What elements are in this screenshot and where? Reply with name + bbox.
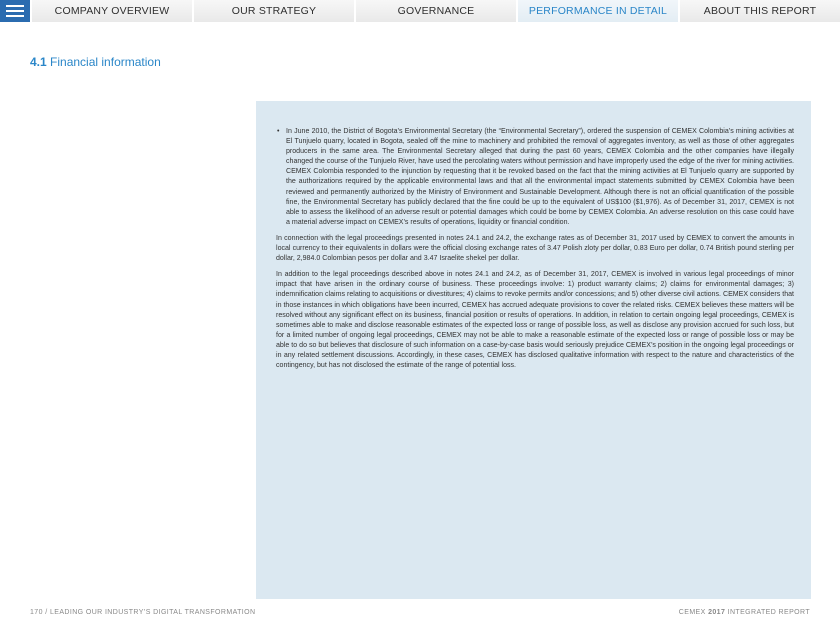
- footer-report-name: INTEGRATED REPORT: [727, 609, 810, 616]
- top-navigation: [0, 0, 840, 22]
- section-heading: [30, 55, 161, 69]
- tab-our-strategy[interactable]: OUR STRATEGY: [192, 0, 354, 22]
- bullet-text: In June 2010, the District of Bogota’s Environmental Secretary (the “Environmental Secretary”), ordered the suspension of CEMEX Colombia’s mining activities at El Tunjuelo quarry, located in Bogota, sealed off the mine to machinery and prohibited the removal of aggregates inventory, as well as those of other aggregates producers in the same area. The Environmental Secretary alleged that during the past 60 years, CEMEX Colombia and the other companies have illegally changed the course of the Tunjuelo River, have used the percolating waters without permission and have improperly used the edge of the river for mining activities. CEMEX Colombia responded to the injunction by requesting that it be revoked based on the fact that the mining activities at El Tunjuelo quarry are supported by the authorizations required by the applicable environmental laws and that all the environmental impact statements submitted by CEMEX Colombia have been reviewed and permanently authorized by the Ministry of Environment and Sustainable Development. Although there is not an official quantification of the possible fine, the Environmental Secretary has publicly declared that the fine could be up to the equivalent of US$100 ($1,976). As of December 31, 2017, CEMEX is not able to assess the likelihood of an adverse result or potential damages which could be borne by CEMEX Colombia. An adverse resolution on this case could have a material adverse impact on CEMEX’s results of operations, liquidity or financial condition.: [286, 128, 794, 226]
- footer-separator: /: [45, 609, 48, 616]
- bullet-dot: •: [277, 128, 280, 135]
- tab-governance[interactable]: GOVERNANCE: [354, 0, 516, 22]
- footer-year: 2017: [708, 609, 726, 616]
- section-number: 4.1: [30, 55, 47, 69]
- bullet-item: [276, 127, 794, 228]
- minor-proceedings-paragraph: In addition to the legal proceedings described above in notes 24.1 and 24.2, as of December 31, 2017, CEMEX is involved in various legal proceedings of minor impact that have arisen in the ordinary course of business. These proceedings involve: 1) product warranty claims; 2) claims for environmental damages; 3) indemnification claims relating to acquisitions or divestitures; 4) claims to revoke permits and/or concessions; and 5) other diverse civil actions. CEMEX considers that in those instances in which obligations have been incurred, CEMEX has accrued adequate provisions to cover the related risks. CEMEX believes these matters will be resolved without any significant effect on its business, financial position or results of operations. In addition, in relation to certain ongoing legal proceedings, CEMEX is sometimes able to make and disclose reasonable estimates of the expected loss or range of possible loss, as well as disclose any provision accrued for such loss, but for a limited number of ongoing legal proceedings, CEMEX may not be able to make a reasonable estimate of the expected loss or range of possible loss or may be able to do so but believes that disclosure of such information on a case-by-case basis would seriously prejudice CEMEX’s position in the ongoing legal proceedings or in any related settlement discussions. Accordingly, in these cases, CEMEX has disclosed qualitative information with respect to the nature and characteristics of the contingency, but has not disclosed the estimate of the range of potential loss.: [276, 271, 794, 370]
- footer-left: [30, 609, 255, 616]
- exchange-rates-paragraph: In connection with the legal proceedings presented in notes 24.1 and 24.2, the exchange rates as of December 31, 2017 used by CEMEX to convert the amounts in local currency to their equivalents in dollars were the official closing exchange rates of 3.47 Polish zloty per dollar, 0.83 Euro per dollar, 0.74 British pound sterling per dollar, 2,984.0 Colombian pesos per dollar and 3.47 Israelite shekel per dollar.: [276, 234, 794, 263]
- footer-right: [679, 609, 810, 616]
- tab-performance-in-detail[interactable]: PERFORMANCE IN DETAIL: [516, 0, 678, 22]
- page-number: 170: [30, 609, 43, 616]
- tab-company-overview[interactable]: COMPANY OVERVIEW: [30, 0, 192, 22]
- footer-brand: CEMEX: [678, 609, 706, 616]
- footer-left-text: LEADING OUR INDUSTRY’S DIGITAL TRANSFORMATION: [49, 609, 256, 616]
- section-title: Financial information: [50, 55, 161, 69]
- legal-proceedings-text: [276, 127, 794, 377]
- tab-about-this-report[interactable]: ABOUT THIS REPORT: [678, 0, 840, 22]
- hamburger-menu-icon[interactable]: [0, 0, 30, 22]
